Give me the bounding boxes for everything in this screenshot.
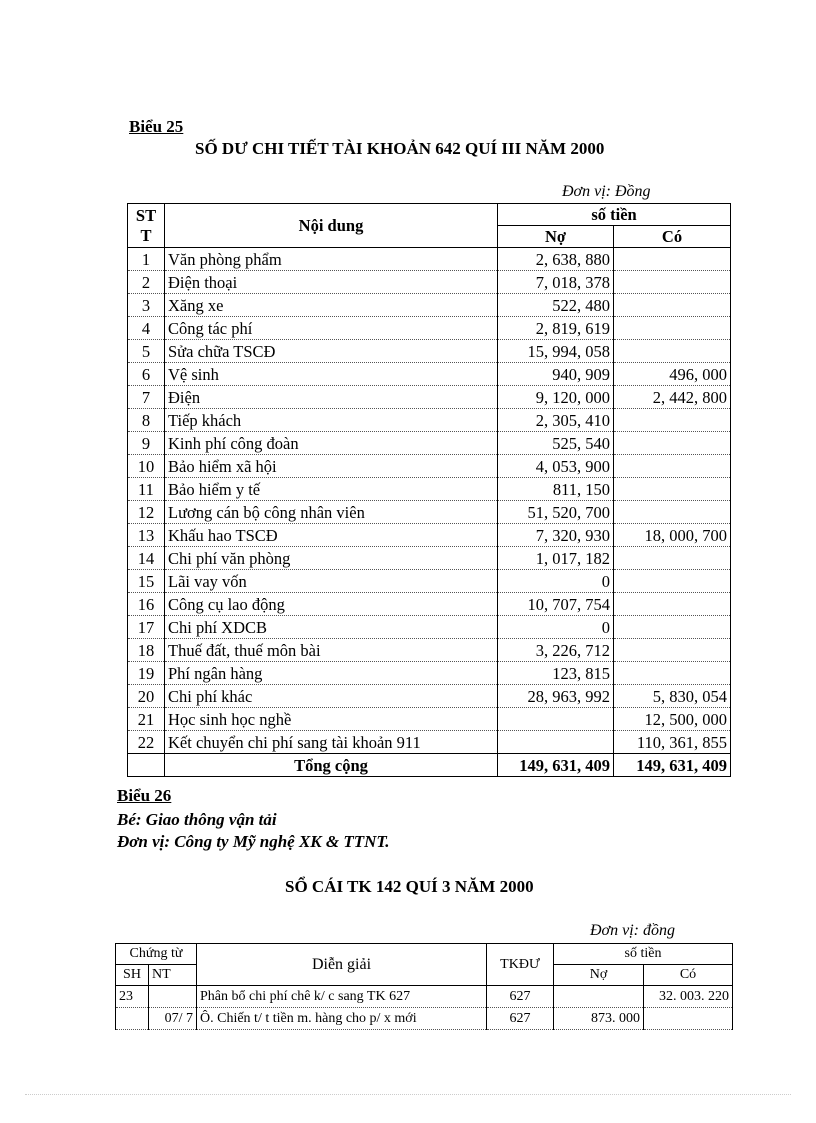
row-debit: 28, 963, 992 [498,685,614,708]
row-nt [149,986,197,1008]
table-row [128,639,731,662]
row-credit [614,432,731,455]
row-sh: 23 [116,986,149,1008]
row-description: Ô. Chiến t/ t tiền m. hàng cho p/ x mới [197,1008,487,1030]
row-credit [614,593,731,616]
header-credit: Có [644,965,733,986]
row-credit [614,547,731,570]
table-row [128,478,731,501]
header-sh: SH [116,965,149,986]
row-credit: 12, 500, 000 [614,708,731,731]
header-voucher: Chứng từ [116,944,197,965]
row-debit: 4, 053, 900 [498,455,614,478]
row-content: Văn phòng phẩm [165,248,498,271]
row-debit: 0 [498,570,614,593]
row-debit: 0 [498,616,614,639]
row-debit: 2, 819, 619 [498,317,614,340]
header-amount: số tiền [498,204,731,226]
table-row [128,685,731,708]
row-debit: 811, 150 [498,478,614,501]
bieu-25-unit: Đơn vị: Đồng [562,183,651,200]
table-row [128,731,731,754]
table-row [128,248,731,271]
bieu-25-title: SỐ DƯ CHI TIẾT TÀI KHOẢN 642 QUÍ III NĂM 2000 [195,139,605,158]
table-header-row [128,204,731,226]
row-credit [614,616,731,639]
row-stt: 6 [128,363,165,386]
table-row [128,340,731,363]
page-bottom-rule [25,1094,791,1095]
row-content: Phí ngân hàng [165,662,498,685]
row-stt: 7 [128,386,165,409]
row-content: Chi phí văn phòng [165,547,498,570]
ledger-142-table [115,943,733,1030]
row-debit: 9, 120, 000 [498,386,614,409]
row-stt: 11 [128,478,165,501]
ledger-header-row [116,944,733,965]
row-nt: 07/ 7 [149,1008,197,1030]
row-credit [614,409,731,432]
row-content: Công cụ lao động [165,593,498,616]
total-stt-empty [128,754,165,777]
row-debit: 7, 018, 378 [498,271,614,294]
row-content: Bảo hiểm y tế [165,478,498,501]
row-content: Lãi vay vốn [165,570,498,593]
row-stt: 18 [128,639,165,662]
row-credit: 32. 003. 220 [644,986,733,1008]
row-content: Sửa chữa TSCĐ [165,340,498,363]
total-label: Tổng cộng [165,754,498,777]
row-content: Điện [165,386,498,409]
table-row [128,593,731,616]
row-credit: 2, 442, 800 [614,386,731,409]
row-content: Xăng xe [165,294,498,317]
table-row [128,616,731,639]
header-description: Diễn giải [197,944,487,986]
header-content: Nội dung [165,204,498,248]
row-stt: 12 [128,501,165,524]
row-content: Điện thoại [165,271,498,294]
row-credit [644,1008,733,1030]
row-credit [614,340,731,363]
row-credit [614,478,731,501]
row-content: Tiếp khách [165,409,498,432]
bieu-26-label: Biểu 26 [117,786,172,805]
row-stt: 4 [128,317,165,340]
bieu-26-unit: Đơn vị: đồng [590,922,675,939]
row-debit: 873. 000 [554,1008,644,1030]
row-debit: 15, 994, 058 [498,340,614,363]
row-debit: 3, 226, 712 [498,639,614,662]
row-sh [116,1008,149,1030]
table-row [128,501,731,524]
table-row [128,386,731,409]
total-credit: 149, 631, 409 [614,754,731,777]
row-credit [614,248,731,271]
table-row [128,294,731,317]
account-642-balance-table [127,203,731,777]
row-debit: 940, 909 [498,363,614,386]
row-content: Lương cán bộ công nhân viên [165,501,498,524]
row-debit: 522, 480 [498,294,614,317]
ministry-line: Bé: Giao thông vận tải [117,810,277,829]
table-row [128,662,731,685]
row-content: Thuế đất, thuế môn bài [165,639,498,662]
row-debit: 51, 520, 700 [498,501,614,524]
unit-company-line: Đơn vị: Công ty Mỹ nghệ XK & TTNT. [117,832,390,851]
header-credit: Có [614,226,731,248]
row-credit: 496, 000 [614,363,731,386]
row-description: Phân bổ chi phí chê k/ c sang TK 627 [197,986,487,1008]
row-debit [498,731,614,754]
row-content: Bảo hiểm xã hội [165,455,498,478]
header-debit: Nợ [498,226,614,248]
row-stt: 13 [128,524,165,547]
row-stt: 16 [128,593,165,616]
row-stt: 8 [128,409,165,432]
row-credit: 5, 830, 054 [614,685,731,708]
row-credit [614,639,731,662]
row-stt: 20 [128,685,165,708]
table-row [128,363,731,386]
table-row [128,547,731,570]
row-content: Công tác phí [165,317,498,340]
row-content: Khấu hao TSCĐ [165,524,498,547]
row-tkdu: 627 [487,1008,554,1030]
total-row [128,754,731,777]
header-debit: Nợ [554,965,644,986]
ledger-row [116,1008,733,1030]
header-stt-line1: ST [135,205,157,225]
row-debit [498,708,614,731]
row-tkdu: 627 [487,986,554,1008]
table-row [128,570,731,593]
table-row [128,455,731,478]
total-debit: 149, 631, 409 [498,754,614,777]
row-credit [614,271,731,294]
row-stt: 22 [128,731,165,754]
row-credit [614,662,731,685]
header-stt-line2: T [140,225,152,245]
header-amount: số tiền [554,944,733,965]
table-row [128,708,731,731]
row-debit [554,986,644,1008]
row-stt: 3 [128,294,165,317]
row-content: Vệ sinh [165,363,498,386]
row-stt: 21 [128,708,165,731]
row-stt: 2 [128,271,165,294]
bieu-25-label: Biểu 25 [129,117,184,136]
row-stt: 15 [128,570,165,593]
ledger-row [116,986,733,1008]
row-credit [614,455,731,478]
bieu-26-title: SỔ CÁI TK 142 QUÍ 3 NĂM 2000 [285,877,534,896]
row-debit: 7, 320, 930 [498,524,614,547]
row-credit: 18, 000, 700 [614,524,731,547]
table-row [128,317,731,340]
row-stt: 9 [128,432,165,455]
row-stt: 10 [128,455,165,478]
row-content: Chi phí XDCB [165,616,498,639]
row-content: Kết chuyển chi phí sang tài khoản 911 [165,731,498,754]
row-debit: 2, 638, 880 [498,248,614,271]
row-debit: 123, 815 [498,662,614,685]
row-stt: 5 [128,340,165,363]
row-content: Kinh phí công đoàn [165,432,498,455]
row-debit: 1, 017, 182 [498,547,614,570]
row-debit: 2, 305, 410 [498,409,614,432]
row-stt: 14 [128,547,165,570]
row-credit [614,501,731,524]
row-content: Chi phí khác [165,685,498,708]
row-debit: 525, 540 [498,432,614,455]
header-nt: NT [149,965,197,986]
row-stt: 1 [128,248,165,271]
row-credit [614,294,731,317]
header-tkdu: TKĐƯ [487,944,554,986]
header-stt [128,204,165,248]
table-row [128,271,731,294]
row-credit [614,570,731,593]
row-stt: 17 [128,616,165,639]
row-stt: 19 [128,662,165,685]
row-credit: 110, 361, 855 [614,731,731,754]
table-row [128,409,731,432]
row-debit: 10, 707, 754 [498,593,614,616]
table-row [128,432,731,455]
row-credit [614,317,731,340]
table-row [128,524,731,547]
row-content: Học sinh học nghề [165,708,498,731]
